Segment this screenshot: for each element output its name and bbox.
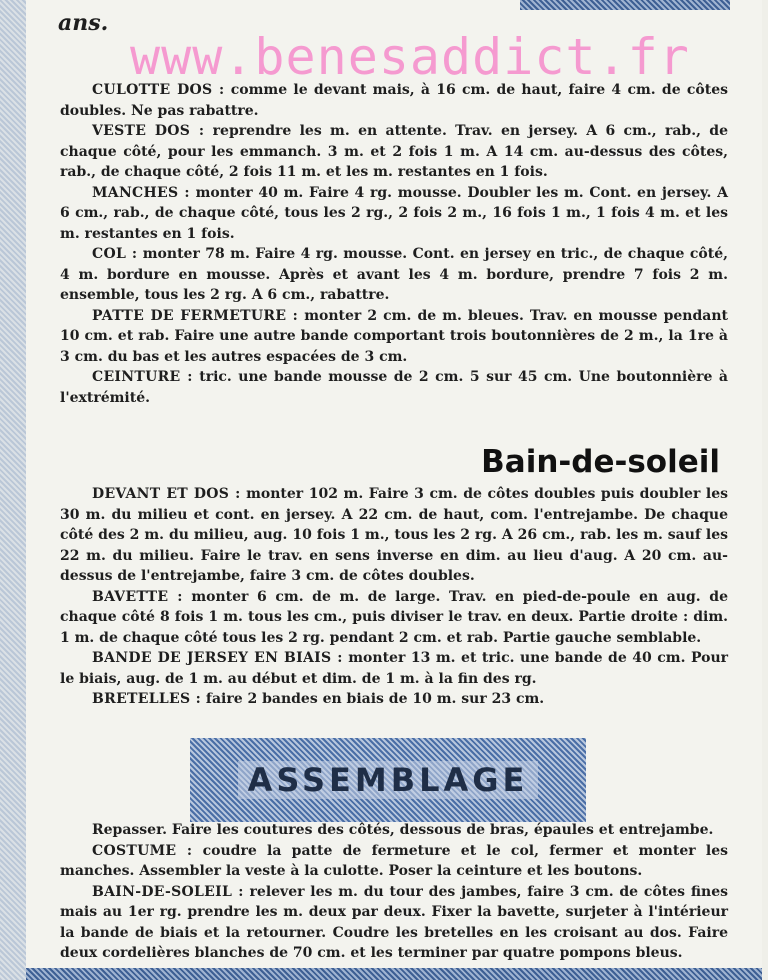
paragraph-label: CEINTURE : bbox=[92, 369, 193, 385]
paragraph-text: coudre la patte de fermeture et le col, fermer et monter les manches. Assembler la veste à la culotte. Poser la ceinture et les boutons. bbox=[60, 842, 728, 879]
block-costume bbox=[60, 80, 728, 408]
block-bain-de-soleil bbox=[60, 484, 728, 710]
paragraph-text: tric. une bande mousse de 2 cm. 5 sur 45 cm. Une boutonnière à l'extrémité. bbox=[60, 369, 728, 406]
paragraph-label: PATTE DE FERMETURE : bbox=[92, 307, 299, 324]
paragraph-label: COL : bbox=[92, 246, 138, 262]
section-title: Bain-de-soleil bbox=[481, 444, 720, 480]
left-edge-pattern bbox=[0, 0, 26, 980]
paragraph bbox=[60, 121, 728, 183]
paragraph-label: VESTE DOS : bbox=[92, 123, 205, 139]
paragraph bbox=[60, 484, 728, 587]
paragraph-text: reprendre les m. en attente. Trav. en jersey. A 6 cm., rab., de chaque côté, pour les emmanch. 3 m. et 2 fois 1 m. A 14 cm. au-dessus des côtes, rab., de chaque côté, 2 fois 11 m. et les m. restantes en 1 fois. bbox=[60, 123, 728, 180]
paragraph bbox=[60, 882, 728, 964]
paragraph-text: comme le devant mais, à 16 cm. de haut, faire 4 cm. de côtes doubles. Ne pas rabattre. bbox=[60, 82, 728, 119]
paragraph bbox=[60, 648, 728, 689]
paragraph bbox=[60, 689, 728, 710]
paragraph-label: MANCHES : bbox=[92, 184, 190, 201]
paragraph-text: monter 40 m. Faire 4 rg. mousse. Doubler les m. Cont. en jersey. A 6 cm., rab., de chaque côté, tous les 2 rg., 2 fois 2 m., 16 fois 1 m., 1 fois 4 m. et les m. restantes en 1 fois. bbox=[60, 184, 728, 242]
assemblage-banner bbox=[190, 738, 586, 822]
paragraph bbox=[60, 820, 728, 841]
paragraph-text: faire 2 bandes en biais de 10 m. sur 23 cm. bbox=[201, 691, 545, 707]
paragraph bbox=[60, 587, 728, 649]
paragraph-label: DEVANT ET DOS : bbox=[92, 486, 241, 502]
paragraph bbox=[60, 306, 728, 368]
paragraph bbox=[60, 183, 728, 245]
paragraph bbox=[60, 841, 728, 882]
paragraph-label: BAVETTE : bbox=[92, 588, 183, 605]
header-word: ans. bbox=[58, 10, 109, 36]
paragraph-text: Repasser. Faire les coutures des côtés, dessous de bras, épaules et entrejambe. bbox=[92, 822, 714, 838]
paragraph-label: COSTUME : bbox=[92, 842, 193, 859]
watermark: www.benesaddict.fr bbox=[130, 28, 690, 86]
paragraph-text: monter 13 m. et tric. une bande de 40 cm. Pour le biais, aug. de 1 m. au début et dim. de 1 m. à la fin des rg. bbox=[60, 650, 729, 687]
paragraph bbox=[60, 367, 728, 408]
paragraph-label: BRETELLES : bbox=[92, 691, 202, 707]
paragraph-text: monter 102 m. Faire 3 cm. de côtes doubles puis doubler les 30 m. du milieu et cont. en jersey. A 22 cm. de haut, com. l'entrejambe. De chaque côté des 2 m. du milieu, aug. 10 fois 1 m., tous les 2 rg. A 26 cm., rab. les m. sauf les 22 m. du milieu. Faire le trav. en sens inverse en dim. au lieu d'aug. A 20 cm. au-dessus de l'entrejambe, faire 3 cm. de côtes doubles. bbox=[60, 486, 728, 584]
top-blue-band bbox=[520, 0, 730, 10]
paragraph-text: monter 6 cm. de m. de large. Trav. en pied-de-poule en aug. de chaque côté 8 fois 1 m. tous les cm., puis diviser le trav. en deux. Partie droite : dim. 1 m. de chaque côté tous les 2 rg. pendant 2 cm. et rab. Partie gauche semblable. bbox=[60, 588, 728, 646]
paragraph-text: monter 2 cm. de m. bleues. Trav. en mousse pendant 10 cm. et rab. Faire une autre bande comportant trois boutonnières de 2 m., la 1re à 3 cm. du bas et les autres espacées de 3 cm. bbox=[60, 307, 728, 365]
bottom-blue-band bbox=[26, 968, 762, 980]
paragraph-label: BAIN-DE-SOLEIL : bbox=[92, 883, 244, 900]
paragraph-text: monter 78 m. Faire 4 rg. mousse. Cont. en jersey en tric., de chaque côté, 4 m. bordure en mousse. Après et avant les 4 m. bordure, prendre 7 fois 2 m. ensemble, tous les 2 rg. A 6 cm., rabattre. bbox=[60, 246, 728, 303]
paragraph-label: BANDE DE JERSEY EN BIAIS : bbox=[92, 650, 343, 666]
paragraph-label: CULOTTE DOS : bbox=[92, 82, 225, 98]
paragraph-text: relever les m. du tour des jambes, faire 3 cm. de côtes fines mais au 1er rg. prendre les m. deux par deux. Fixer la bavette, surjeter à l'intérieur la bande de biais et la retourner. Coudre les bretelles en les croisant au dos. Faire deux cordelières blanches de 70 cm. et les terminer par quatre pompons bleus. bbox=[60, 883, 728, 961]
paragraph bbox=[60, 80, 728, 121]
assemblage-banner-text: ASSEMBLAGE bbox=[238, 761, 539, 799]
block-assemblage bbox=[60, 820, 728, 964]
paragraph bbox=[60, 244, 728, 306]
